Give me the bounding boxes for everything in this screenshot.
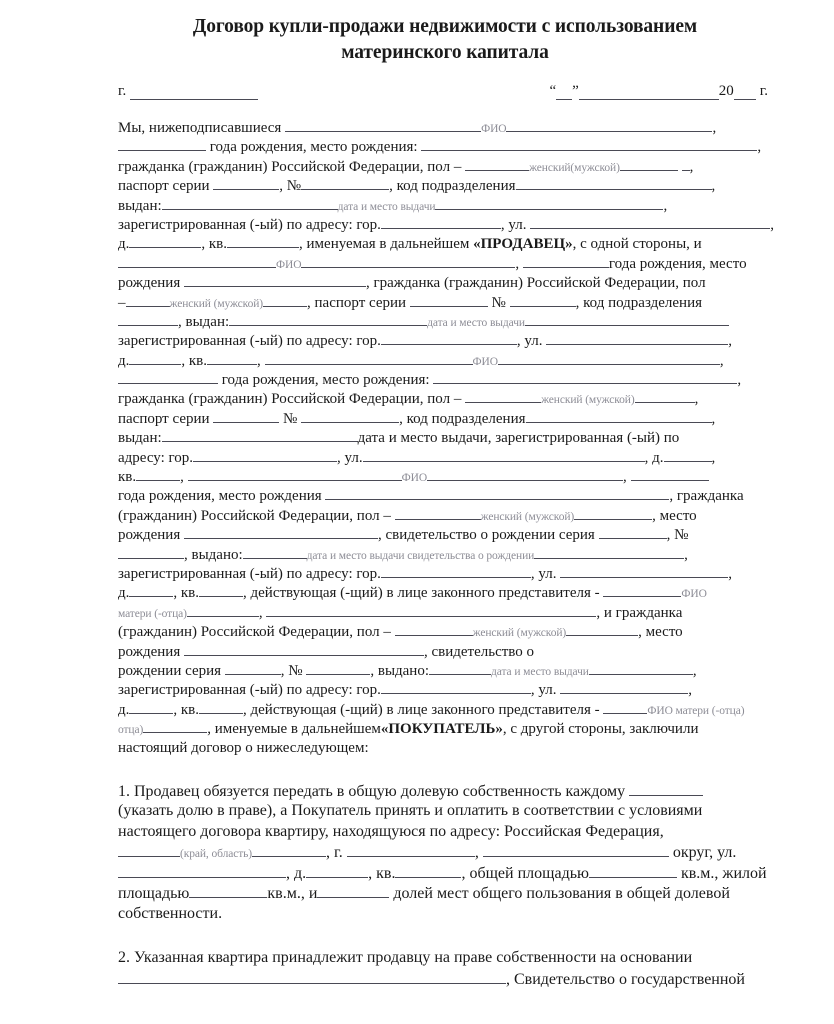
- blank-cert-series-5[interactable]: [225, 661, 281, 675]
- blank-gender-3a[interactable]: [465, 389, 541, 403]
- parties-block: [118, 118, 772, 758]
- text-nomer-1: , №: [279, 178, 302, 195]
- hint-gender-1: женский(мужской): [529, 161, 620, 174]
- blank-gender-4a[interactable]: [395, 506, 481, 520]
- blank-birth-place-5[interactable]: [184, 642, 424, 656]
- line-15: гражданка (гражданин) Российской Федерации, пол – женский (мужской) ,: [118, 391, 699, 408]
- hint-cert-issue-4: дата и место выдачи свидетельства о рождении: [306, 549, 535, 562]
- blank-fio-2a[interactable]: [118, 254, 276, 268]
- text-vydan-2: , выдан:: [178, 313, 230, 330]
- clause-2-text-2: , Свидетельство о государственной: [506, 970, 745, 988]
- blank-street-2[interactable]: [546, 331, 728, 345]
- text-kv-5: , кв.: [173, 701, 200, 718]
- blank-issued-1b[interactable]: [435, 196, 663, 210]
- text-grazhdanka-3: гражданка (гражданин) Российской Федерации, пол –: [118, 391, 462, 408]
- place-date-row: [118, 82, 772, 100]
- blank-city-4[interactable]: [381, 564, 531, 578]
- text-zaregistrirovannaya-1: зарегистрированная (-ый) по адресу: гор.: [118, 216, 381, 233]
- text-grazhdanka-2: , гражданка (гражданин) Российской Федерации, пол: [365, 275, 706, 292]
- blank-house-clause1[interactable]: [306, 864, 368, 878]
- text-d-2: д.: [118, 352, 130, 369]
- blank-gender-1a[interactable]: [465, 157, 529, 171]
- blank-dept-code-3[interactable]: [526, 409, 712, 423]
- blank-birth-year-1[interactable]: [118, 137, 206, 151]
- date-year-suffix: г.: [759, 83, 768, 99]
- blank-city-5[interactable]: [381, 680, 531, 694]
- clause-1-text-kv: , кв.: [368, 864, 396, 882]
- clause-1: [118, 782, 772, 926]
- clause-1-text-2: (указать долю в праве), а Покупатель принять и оплатить в соответствии с условиями: [118, 802, 703, 820]
- line-30: зарегистрированная (-ый) по адресу: гор. , ул. ,: [118, 682, 692, 699]
- line-20: года рождения, место рождения , гражданка: [118, 488, 744, 505]
- clause-1-text-3: настоящего договора квартиру, находящуюся по адресу: Российская Федерация,: [118, 822, 664, 840]
- text-grazhdanka-1: гражданка (гражданин) Российской Федерации, пол –: [118, 158, 462, 175]
- line-25: д. , кв. , действующая (-щий) в лице законного представителя - ФИО: [118, 585, 707, 602]
- clause-1-text-unit2: кв.м., и: [267, 885, 318, 903]
- hint-fio-4: ФИО: [401, 472, 428, 485]
- blank-birth-place-4[interactable]: [325, 486, 669, 500]
- blank-region-1[interactable]: [118, 843, 180, 857]
- clause-1-line-7: [118, 905, 772, 926]
- clause-1-text-ploshchad: площадью: [118, 885, 190, 903]
- line-28: рождения , свидетельство о: [118, 643, 535, 660]
- blank-street-clause1[interactable]: [118, 864, 286, 878]
- text-nomer-2: №: [491, 294, 506, 311]
- line-19: кв. , ФИО ,: [118, 467, 772, 486]
- text-vydan-1: выдан:: [118, 197, 162, 214]
- blank-gender-3b[interactable]: [635, 389, 695, 403]
- text-kv-4: , кв.: [173, 585, 200, 602]
- term-seller: «ПРОДАВЕЦ»: [473, 236, 573, 253]
- text-goda-rozhdeniya-4: года рождения, место рождения: [118, 488, 322, 505]
- clause-1-text-area: , общей площадью: [461, 864, 589, 882]
- blank-rep-name-5[interactable]: [143, 719, 207, 733]
- text-zaregistrirovannaya-4: зарегистрированная (-ый) по адресу: гор.: [118, 565, 381, 582]
- blank-street-1[interactable]: [530, 215, 770, 229]
- clause-1-text-unit: кв.м., жилой: [680, 864, 767, 882]
- blank-gender-5b[interactable]: [566, 622, 638, 636]
- text-kod-podrazdeleniya-1: , код подразделения: [389, 178, 516, 195]
- blank-house-1[interactable]: [129, 234, 201, 248]
- clause-2-text-1: 2. Указанная квартира принадлежит продавцу на праве собственности на основании: [118, 949, 693, 967]
- blank-city-3[interactable]: [193, 448, 337, 462]
- line-4: паспорт серии , № , код подразделения ,: [118, 178, 716, 195]
- document-title-line2: материнского капитала: [341, 42, 549, 63]
- line-33: [118, 739, 772, 758]
- blank-birth-year-4[interactable]: [631, 467, 709, 481]
- blank-fio-1b[interactable]: [506, 118, 712, 132]
- text-ul-1: , ул.: [500, 216, 527, 233]
- blank-gender-1c[interactable]: [682, 157, 690, 171]
- hint-passport-issue-1: дата и место выдачи: [337, 200, 436, 213]
- hint-passport-issue-2: дата и место выдачи: [427, 316, 525, 329]
- hint-gender-5: женский (мужской): [472, 627, 567, 640]
- blank-street-3[interactable]: [363, 448, 645, 462]
- blank-passport-number-2[interactable]: [510, 293, 576, 307]
- blank-cert-series-4[interactable]: [599, 525, 667, 539]
- blank-birth-place-1[interactable]: [421, 137, 757, 151]
- text-s-odnoy-storony: , с одной стороны, и: [572, 236, 702, 253]
- text-rozhdenii-seriya-5: рождении серия: [118, 662, 222, 679]
- line-22: рождения , свидетельство о рождении серия , №: [118, 527, 689, 544]
- text-kv-2: , кв.: [181, 352, 208, 369]
- text-pasport-serii-3: паспорт серии: [118, 410, 210, 427]
- text-svidetelstvo-o-5: свидетельство о: [431, 643, 535, 660]
- line-27: [118, 622, 772, 641]
- clause-1-line-1: [118, 782, 772, 803]
- hint-gender-2: женский (мужской): [169, 297, 264, 310]
- line-18: адресу: гор. , ул. , д. ,: [118, 449, 716, 466]
- blank-gender-2a[interactable]: [126, 293, 170, 307]
- clause-1-line-6: [118, 884, 772, 905]
- text-mesto-4: , место: [652, 507, 697, 524]
- line-23: , выдано: дата и место выдачи свидетельства о рождении ,: [118, 545, 772, 564]
- line-3: гражданка (гражданин) Российской Федерации, пол – женский(мужской) ,: [118, 158, 694, 175]
- text-goda-rozhdeniya-1: года рождения, место рождения:: [209, 139, 418, 156]
- blank-apt-3[interactable]: [136, 467, 180, 481]
- date-year-blank[interactable]: [734, 86, 756, 100]
- line-16: паспорт серии № , код подразделения ,: [118, 410, 716, 427]
- hint-mother-father-4: матери (-отца): [118, 607, 187, 620]
- blank-share-1[interactable]: [629, 782, 703, 796]
- place-field[interactable]: [118, 82, 258, 100]
- clause-1-text-d: , д.: [286, 864, 307, 882]
- clause-2-line-1: [118, 949, 772, 970]
- clause-1-line-5: [118, 864, 772, 885]
- hint-fio-rep-4: ФИО: [681, 588, 707, 601]
- blank-dept-code-1[interactable]: [516, 176, 712, 190]
- term-buyer: «ПОКУПАТЕЛЬ»: [380, 721, 503, 738]
- hint-fio-2: ФИО: [276, 258, 302, 271]
- line-32: [118, 719, 772, 738]
- text-rozhdeniya-2: рождения: [118, 275, 181, 292]
- clause-1-line-4: (край, область) , г. , округ, ул.: [118, 843, 772, 864]
- document-title-line1: Договор купли-продажи недвижимости с использованием: [192, 16, 698, 37]
- blank-fio-4a[interactable]: [188, 467, 402, 481]
- text-mesto-5: , место: [638, 624, 683, 641]
- line-26: матери (-отца) , , и гражданка: [118, 604, 683, 621]
- hint-gender-4: женский (мужской): [480, 510, 575, 523]
- clause-1-text-1: 1. Продавец обязуется передать в общую долевую собственность каждому: [118, 782, 626, 800]
- text-rozhdeniya-5: рождения: [118, 643, 181, 660]
- blank-house-5[interactable]: [129, 700, 173, 714]
- blank-city-2[interactable]: [381, 331, 517, 345]
- line-6: зарегистрированная (-ый) по адресу: гор. , ул. ,: [118, 216, 774, 233]
- blank-fio-1a[interactable]: [285, 118, 481, 132]
- blank-fio-3b[interactable]: [498, 351, 720, 365]
- blank-birth-place-2[interactable]: [184, 273, 366, 287]
- text-my-nizhepodpisavshiesya: Мы, нижеподписавшиеся: [118, 120, 282, 136]
- blank-passport-series-2[interactable]: [410, 293, 488, 307]
- date-month-blank[interactable]: [579, 86, 719, 100]
- blank-passport-series-1[interactable]: [213, 176, 279, 190]
- text-vydan-3: выдан:: [118, 430, 162, 447]
- blank-cert-issued-5b[interactable]: [589, 661, 693, 675]
- blank-cert-issued-4a[interactable]: [243, 545, 307, 559]
- blank-issued-3[interactable]: [162, 428, 358, 442]
- place-label: г.: [118, 83, 127, 99]
- blank-street-4[interactable]: [560, 564, 728, 578]
- line-21: [118, 506, 772, 525]
- text-nastoyashchiy-dogovor: настоящий договор о нижеследующем:: [118, 739, 369, 756]
- text-d-1: д.: [118, 236, 130, 253]
- blank-birth-place-3[interactable]: [433, 370, 737, 384]
- date-close-quote: ”: [572, 83, 579, 99]
- clause-1-text-doley: долей мест общего пользования в общей долевой: [393, 885, 730, 903]
- blank-apt-clause1[interactable]: [395, 864, 461, 878]
- line-24: зарегистрированная (-ый) по адресу: гор. , ул. ,: [118, 565, 732, 582]
- blank-house-2[interactable]: [129, 351, 181, 365]
- hint-region: (край, область): [180, 848, 253, 861]
- text-imenuemaya-1: , именуемая в дальнейшем: [299, 236, 470, 253]
- blank-cert-issued-5a[interactable]: [429, 661, 491, 675]
- date-year-prefix: 20: [718, 83, 734, 99]
- blank-district-clause1[interactable]: [483, 843, 669, 857]
- text-vydano-5: , выдано:: [370, 662, 430, 679]
- date-open-quote: “: [549, 83, 557, 99]
- blank-gender-1b[interactable]: [620, 157, 678, 171]
- line-9: [118, 273, 772, 292]
- text-s-drugoy-storony: , с другой стороны, заключили: [502, 721, 699, 738]
- text-nomer-3: №: [283, 410, 298, 427]
- text-ul-4: , ул.: [530, 565, 557, 582]
- hint-cert-issue-5: дата и место выдачи: [491, 665, 589, 678]
- blank-house-4[interactable]: [129, 583, 173, 597]
- blank-common-share[interactable]: [317, 884, 389, 898]
- blank-gender-4b[interactable]: [574, 506, 652, 520]
- blank-apt-4[interactable]: [199, 583, 243, 597]
- line-13: д. , кв. , ФИО ,: [118, 352, 724, 369]
- text-pasport-serii-1: паспорт серии: [118, 178, 210, 195]
- line-11: [118, 312, 772, 331]
- blank-basis-doc[interactable]: [118, 970, 506, 984]
- clause-1-text-g: , г.: [326, 844, 343, 862]
- text-rozhdeniya-4: рождения: [118, 527, 181, 544]
- blank-house-3[interactable]: [664, 448, 712, 462]
- text-grazhdanin-4: (гражданин) Российской Федерации, пол –: [118, 507, 391, 524]
- text-svidetelstvo-4: , свидетельство о рождении серия: [377, 527, 595, 544]
- line-8: ФИО , года рождения, место: [118, 254, 772, 273]
- line-12: зарегистрированная (-ый) по адресу: гор. , ул. ,: [118, 333, 732, 350]
- blank-rep-4[interactable]: [603, 583, 681, 597]
- blank-living-area[interactable]: [189, 884, 267, 898]
- text-grazhdanin-5: (гражданин) Российской Федерации, пол –: [118, 624, 391, 641]
- line-2: года рождения, место рождения: ,: [118, 137, 772, 156]
- blank-street-5[interactable]: [560, 680, 688, 694]
- text-i-grazhdanka-4: , и гражданка: [596, 604, 683, 621]
- clause-1-line-2: [118, 802, 772, 823]
- line-5: выдан: дата и место выдачи ,: [118, 197, 668, 214]
- text-ul-3: , ул.: [337, 449, 363, 466]
- blank-fio-4b[interactable]: [427, 467, 623, 481]
- blank-apt-1[interactable]: [227, 234, 299, 248]
- line-31: д. , кв. , действующая (-щий) в лице законного представителя - ФИО матери (-отца): [118, 701, 745, 718]
- hint-gender-3: женский (мужской): [541, 394, 635, 407]
- text-zaregistrirovannaya-5: зарегистрированная (-ый) по адресу: гор.: [118, 682, 381, 699]
- blank-city-clause1[interactable]: [347, 843, 475, 857]
- blank-city-1[interactable]: [381, 215, 501, 229]
- text-dash-2: –: [118, 294, 126, 311]
- text-pasport-serii-2: , паспорт серии: [307, 294, 407, 311]
- date-day-blank[interactable]: [556, 86, 572, 100]
- blank-passport-number-1[interactable]: [301, 176, 389, 190]
- clause-1-line-3: [118, 823, 772, 844]
- clause-1-text-okrug: округ, ул.: [672, 844, 737, 862]
- line-1: Мы, нижеподписавшиеся ФИО ,: [118, 120, 717, 136]
- blank-region-2[interactable]: [252, 843, 326, 857]
- blank-issued-2a[interactable]: [229, 312, 427, 326]
- text-kod-podrazdeleniya-3: , код подразделения: [399, 410, 526, 427]
- line-29: рождении серия , № , выдано: дата и место выдачи ,: [118, 662, 697, 679]
- blank-birth-place-4b[interactable]: [184, 525, 378, 539]
- text-ul-5: , ул.: [530, 682, 557, 699]
- document-title: [118, 14, 772, 66]
- blank-gender-2b[interactable]: [263, 293, 307, 307]
- blank-cert-number-5[interactable]: [306, 661, 370, 675]
- hint-otca-5: отца): [118, 724, 144, 737]
- blank-cert-issued-4b[interactable]: [534, 545, 684, 559]
- line-10: – женский (мужской) , паспорт серии № , код подразделения: [118, 294, 703, 311]
- blank-fio-2b[interactable]: [301, 254, 515, 268]
- blank-cert-number-4[interactable]: [118, 545, 184, 559]
- text-d-5: д.: [118, 701, 130, 718]
- blank-apt-5[interactable]: [199, 700, 243, 714]
- hint-fio: ФИО: [481, 123, 507, 135]
- blank-rep-name-4[interactable]: [187, 603, 259, 617]
- blank-rep-5[interactable]: [603, 700, 647, 714]
- blank-issued-2b[interactable]: [525, 312, 729, 326]
- line-14: года рождения, место рождения: ,: [118, 370, 772, 389]
- hint-fio-mother-5: ФИО матери (-отца): [647, 704, 745, 717]
- line-17: выдан: дата и место выдачи, зарегистрированная (-ый) по: [118, 430, 680, 447]
- text-zaregistrirovannaya-2: зарегистрированная (-ый) по адресу: гор.: [118, 333, 381, 350]
- blank-gender-5a[interactable]: [395, 622, 473, 636]
- blank-rep-full-4[interactable]: [266, 603, 596, 617]
- clause-2: [118, 949, 772, 990]
- text-vydano-4: , выдано:: [184, 546, 243, 563]
- date-field[interactable]: [549, 82, 768, 100]
- place-blank[interactable]: [130, 86, 258, 100]
- blank-birth-year-2[interactable]: [523, 254, 609, 268]
- text-goda-rozhdeniya-3: года рождения, место рождения:: [221, 372, 430, 389]
- blank-birth-year-3[interactable]: [118, 370, 218, 384]
- blank-fio-3a[interactable]: [265, 351, 473, 365]
- text-imenuemye: , именуемые в дальнейшем: [207, 721, 381, 738]
- blank-passport-series-3[interactable]: [213, 409, 279, 423]
- text-kv-1: , кв.: [201, 236, 228, 253]
- blank-apt-2[interactable]: [207, 351, 257, 365]
- blank-passport-number-3[interactable]: [301, 409, 399, 423]
- blank-dept-code-2[interactable]: [118, 312, 178, 326]
- blank-issued-1a[interactable]: [162, 196, 338, 210]
- clause-1-text-sobstvennosti: собственности.: [118, 904, 223, 922]
- hint-fio-3: ФИО: [472, 355, 498, 368]
- line-7: [118, 234, 772, 253]
- text-ul-2: , ул.: [516, 333, 543, 350]
- blank-total-area[interactable]: [589, 864, 677, 878]
- clause-2-line-2: [118, 970, 772, 991]
- text-d-4: д.: [118, 585, 130, 602]
